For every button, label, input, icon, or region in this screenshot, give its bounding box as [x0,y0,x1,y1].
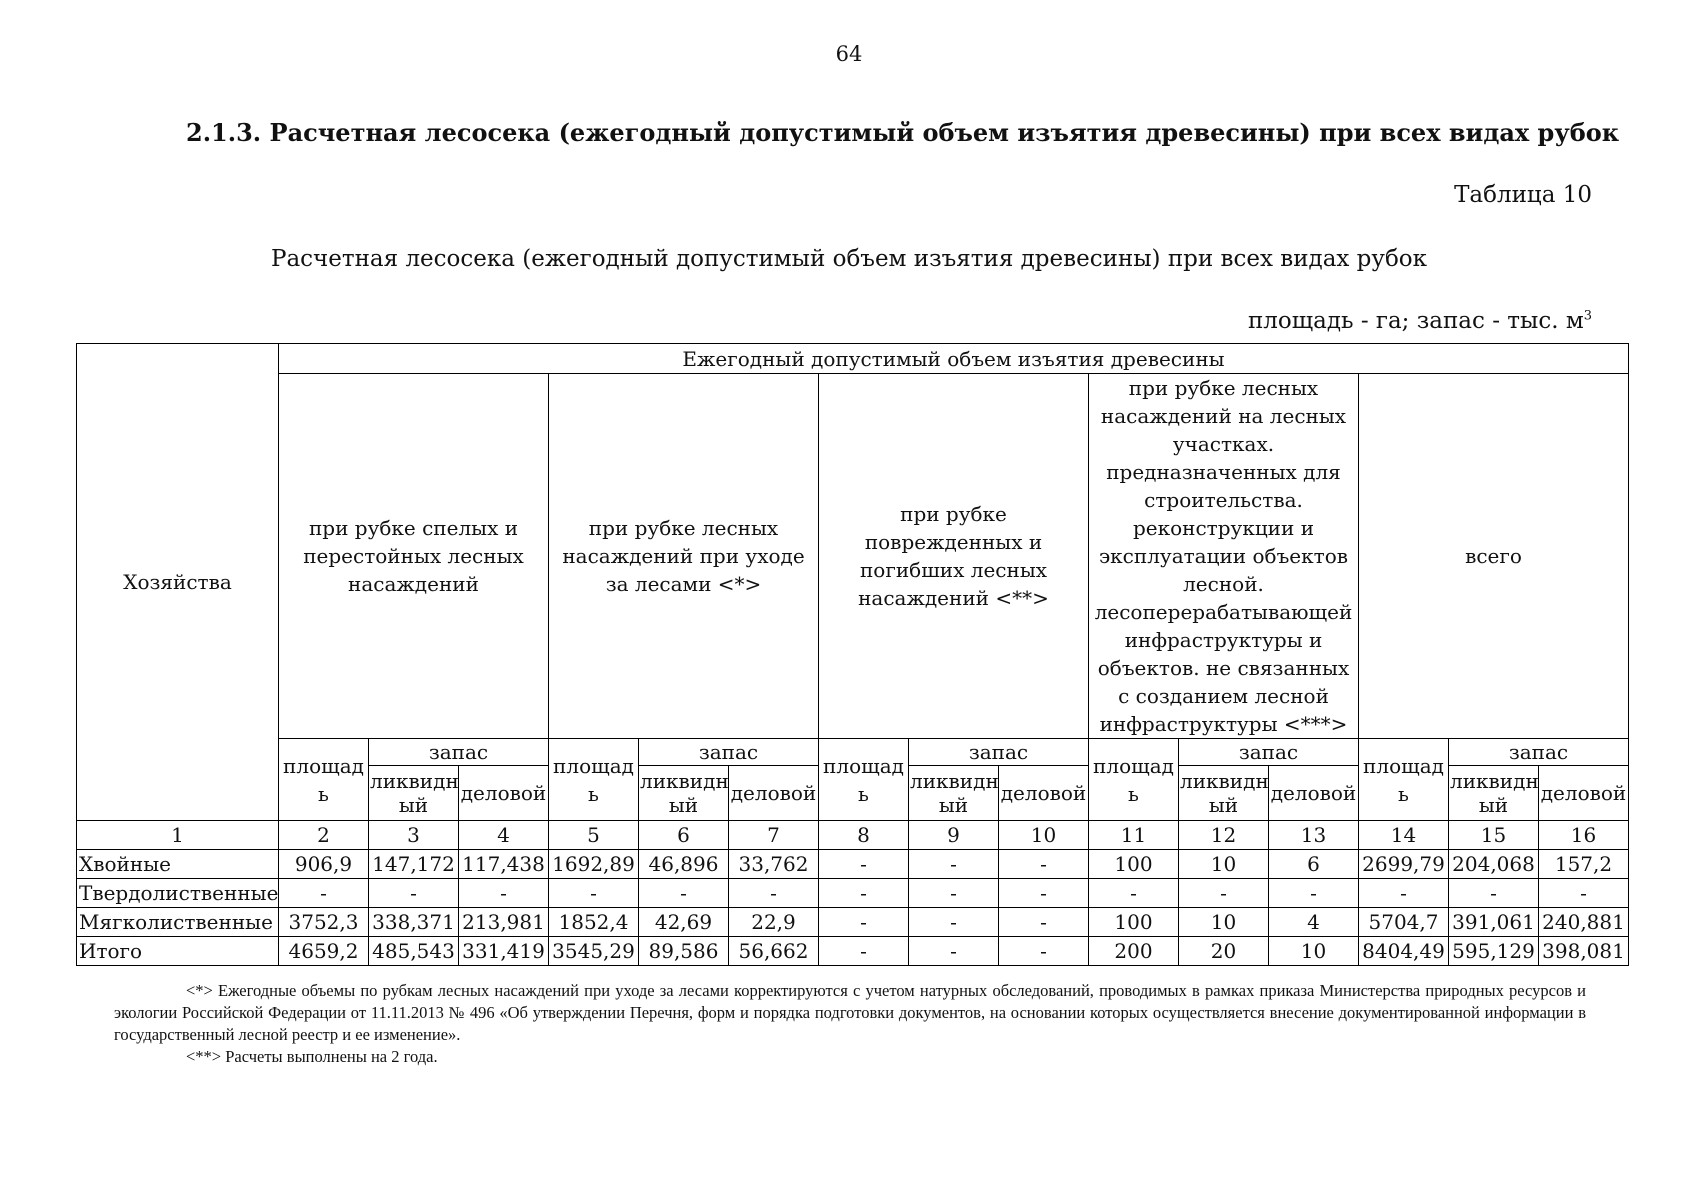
table-cell: - [909,937,999,966]
table-cell: 906,9 [279,850,369,879]
row-name: Хвойные [77,850,279,879]
header-annual-volume: Ежегодный допустимый объем изъятия древесины [279,344,1629,374]
row-name: Мягколиственные [77,908,279,937]
table-cell: - [819,879,909,908]
table-cell: - [909,908,999,937]
table-cell: - [999,879,1089,908]
footnote: <*> Ежегодные объемы по рубкам лесных насаждений при уходе за лесами корректируются с учетом натурных обследований, проводимых в рамках приказа Министерства природных ресурсов и экологии Российской Федерации от 11.11.2013 № 496 «Об утверждении Перечня, форм и порядка подготовки документов, на основании которых осуществляется внесение документированной информации в государственный лесной реестр и ее изменение». [114,981,1586,1044]
header-liquid: ликвидн ый [1179,766,1269,821]
table-cell: 338,371 [369,908,459,937]
header-business: деловой [459,766,549,821]
table-cell: 100 [1089,850,1179,879]
table-cell: - [279,879,369,908]
table-cell: 22,9 [729,908,819,937]
table-cell: 391,061 [1449,908,1539,937]
header-stock: запас [1179,739,1359,766]
table-cell: - [639,879,729,908]
header-group-total: всего [1359,374,1629,739]
header-liquid: ликвидн ый [909,766,999,821]
table-cell: 3752,3 [279,908,369,937]
table-cell: 4659,2 [279,937,369,966]
table-cell: 8404,49 [1359,937,1449,966]
row-name: Твердолиственные [77,879,279,908]
table-cell: 10 [1179,850,1269,879]
table-row [77,850,1629,879]
table-cell: - [1539,879,1629,908]
table-cell: - [729,879,819,908]
column-number: 13 [1269,821,1359,850]
table-cell: 157,2 [1539,850,1629,879]
units-caption [1248,308,1592,334]
header-stock: запас [369,739,549,766]
header-stock: запас [1449,739,1629,766]
header-farms: Хозяйства [77,344,279,821]
table-cell: 33,762 [729,850,819,879]
column-number: 10 [999,821,1089,850]
column-number: 15 [1449,821,1539,850]
table-cell: - [999,850,1089,879]
header-business: деловой [999,766,1089,821]
page-number: 64 [835,42,863,66]
table-cell: 4 [1269,908,1359,937]
table-cell: 1692,89 [549,850,639,879]
table-cell: 10 [1269,937,1359,966]
table-title: Расчетная лесосека (ежегодный допустимый объем изъятия древесины) при всех видах рубок [270,246,1428,272]
timber-harvest-table [76,343,1629,966]
table-cell: - [369,879,459,908]
table-cell: 2699,79 [1359,850,1449,879]
table-cell: - [1179,879,1269,908]
table-cell: 117,438 [459,850,549,879]
header-area: площад ь [819,739,909,821]
table-cell: - [1269,879,1359,908]
header-business: деловой [1539,766,1629,821]
header-liquid: ликвидн ый [639,766,729,821]
table-cell: 10 [1179,908,1269,937]
table-row [77,879,1629,908]
column-number: 1 [77,821,279,850]
header-area: площад ь [1089,739,1179,821]
table-cell: - [459,879,549,908]
column-number: 11 [1089,821,1179,850]
header-liquid: ликвидн ый [1449,766,1539,821]
column-number: 4 [459,821,549,850]
table-number: Таблица 10 [1454,182,1592,208]
table-cell: 6 [1269,850,1359,879]
header-business: деловой [729,766,819,821]
table-cell: 3545,29 [549,937,639,966]
header-group-thinning: при рубке лесных насаждений при уходе за лесами <*> [549,374,819,739]
table-cell: 331,419 [459,937,549,966]
table-cell: 89,586 [639,937,729,966]
table-cell: - [999,908,1089,937]
table-cell: 46,896 [639,850,729,879]
header-liquid: ликвидн ый [369,766,459,821]
table-cell: - [999,937,1089,966]
column-number: 2 [279,821,369,850]
column-number: 8 [819,821,909,850]
table-cell: - [819,908,909,937]
column-number: 16 [1539,821,1629,850]
table-cell: - [549,879,639,908]
table-cell: 42,69 [639,908,729,937]
table-cell: 5704,7 [1359,908,1449,937]
header-group-damaged: при рубке поврежденных и погибших лесных насаждений <**> [819,374,1089,739]
table-cell: 56,662 [729,937,819,966]
table-cell: - [1449,879,1539,908]
header-area: площад ь [279,739,369,821]
section-title: 2.1.3. Расчетная лесосека (ежегодный допустимый объем изъятия древесины) при всех видах рубок [186,118,1620,147]
table-cell: - [909,850,999,879]
header-business: деловой [1269,766,1359,821]
column-number: 12 [1179,821,1269,850]
column-number: 9 [909,821,999,850]
header-group-construction: при рубке лесных насаждений на лесных участках. предназначенных для строительства. реконструкции и эксплуатации объектов лесной. лесоперерабатывающей инфраструктуры и объектов. не связанных с созданием лесной инфраструктуры <***> [1089,374,1359,739]
table-cell: 1852,4 [549,908,639,937]
header-area: площад ь [549,739,639,821]
column-number: 14 [1359,821,1449,850]
table-row [77,908,1629,937]
row-name: Итого [77,937,279,966]
table-row [77,937,1629,966]
table-cell: - [1359,879,1449,908]
units-text: площадь - га; запас - тыс. м [1247,308,1584,334]
table-cell: - [909,879,999,908]
table-cell: 147,172 [369,850,459,879]
header-stock: запас [909,739,1089,766]
header-area: площад ь [1359,739,1449,821]
table-cell: 100 [1089,908,1179,937]
units-superscript: 3 [1583,308,1592,324]
table-cell: 595,129 [1449,937,1539,966]
column-number: 3 [369,821,459,850]
header-stock: запас [639,739,819,766]
table-cell: - [819,937,909,966]
table-cell: 485,543 [369,937,459,966]
table-cell: 20 [1179,937,1269,966]
table-cell: - [1089,879,1179,908]
table-cell: 240,881 [1539,908,1629,937]
header-group-mature: при рубке спелых и перестойных лесных насаждений [279,374,549,739]
table-cell: 204,068 [1449,850,1539,879]
table-cell: 398,081 [1539,937,1629,966]
table-cell: 213,981 [459,908,549,937]
footnote: <**> Расчеты выполнены на 2 года. [186,1047,438,1066]
column-number: 5 [549,821,639,850]
footnotes [114,980,1586,1068]
table-cell: - [819,850,909,879]
table-cell: 200 [1089,937,1179,966]
column-number: 6 [639,821,729,850]
column-number: 7 [729,821,819,850]
